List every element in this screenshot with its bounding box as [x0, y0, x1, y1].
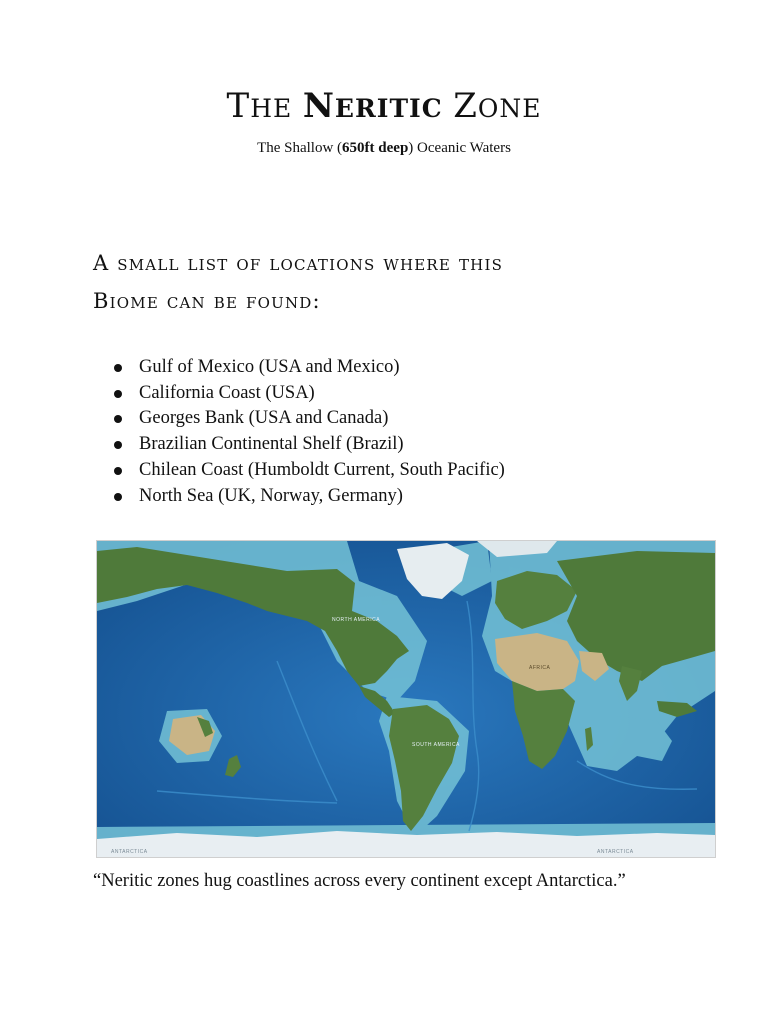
section-heading: [93, 244, 653, 320]
label-antarctica-right: ANTARCTICA: [597, 849, 634, 855]
title-word-the-rest: HE: [250, 94, 293, 123]
list-item: [112, 355, 505, 381]
bullet-icon: [114, 493, 122, 501]
title-word-neritic-rest: ERITIC: [334, 94, 443, 123]
bullet-icon: [114, 415, 122, 423]
label-south-america: SOUTH AMERICA: [412, 742, 460, 748]
bullet-icon: [114, 364, 122, 372]
list-item-text: Brazilian Continental Shelf (Brazil): [139, 434, 404, 455]
label-africa: AFRICA: [529, 665, 551, 671]
page-title: [0, 86, 768, 126]
list-item: [112, 458, 505, 484]
bullet-icon: [114, 467, 122, 475]
locations-list: [112, 355, 505, 509]
subtitle-prefix: The Shallow (: [257, 140, 343, 156]
world-map-graphic: [97, 541, 715, 857]
map-caption: “Neritic zones hug coastlines across every continent except Antarctica.”: [93, 871, 626, 891]
list-item: [112, 406, 505, 432]
heading-line-2: Biome can be found:: [93, 289, 321, 313]
list-item: [112, 381, 505, 407]
list-item-text: North Sea (UK, Norway, Germany): [139, 485, 403, 506]
heading-line-1: A small list of locations where this: [93, 251, 504, 275]
bullet-icon: [114, 390, 122, 398]
world-ocean-map: [96, 540, 716, 858]
list-item-text: California Coast (USA): [139, 382, 315, 403]
subtitle-suffix: ) Oceanic Waters: [408, 140, 511, 156]
list-item-text: Chilean Coast (Humboldt Current, South Pacific): [139, 459, 505, 480]
label-north-america: NORTH AMERICA: [332, 617, 381, 623]
page-subtitle: [0, 140, 768, 157]
list-item: [112, 432, 505, 458]
bullet-icon: [114, 441, 122, 449]
subtitle-depth: 650ft deep: [342, 140, 409, 156]
title-word-zone-initial: Z: [453, 86, 478, 126]
list-item-text: Georges Bank (USA and Canada): [139, 408, 389, 429]
list-item-text: Gulf of Mexico (USA and Mexico): [139, 357, 400, 377]
title-word-the-initial: T: [226, 86, 251, 126]
title-word-zone-rest: ONE: [477, 94, 542, 123]
label-antarctica-left: ANTARCTICA: [111, 849, 148, 855]
title-word-neritic-initial: N: [302, 86, 335, 126]
list-item: [112, 484, 505, 510]
